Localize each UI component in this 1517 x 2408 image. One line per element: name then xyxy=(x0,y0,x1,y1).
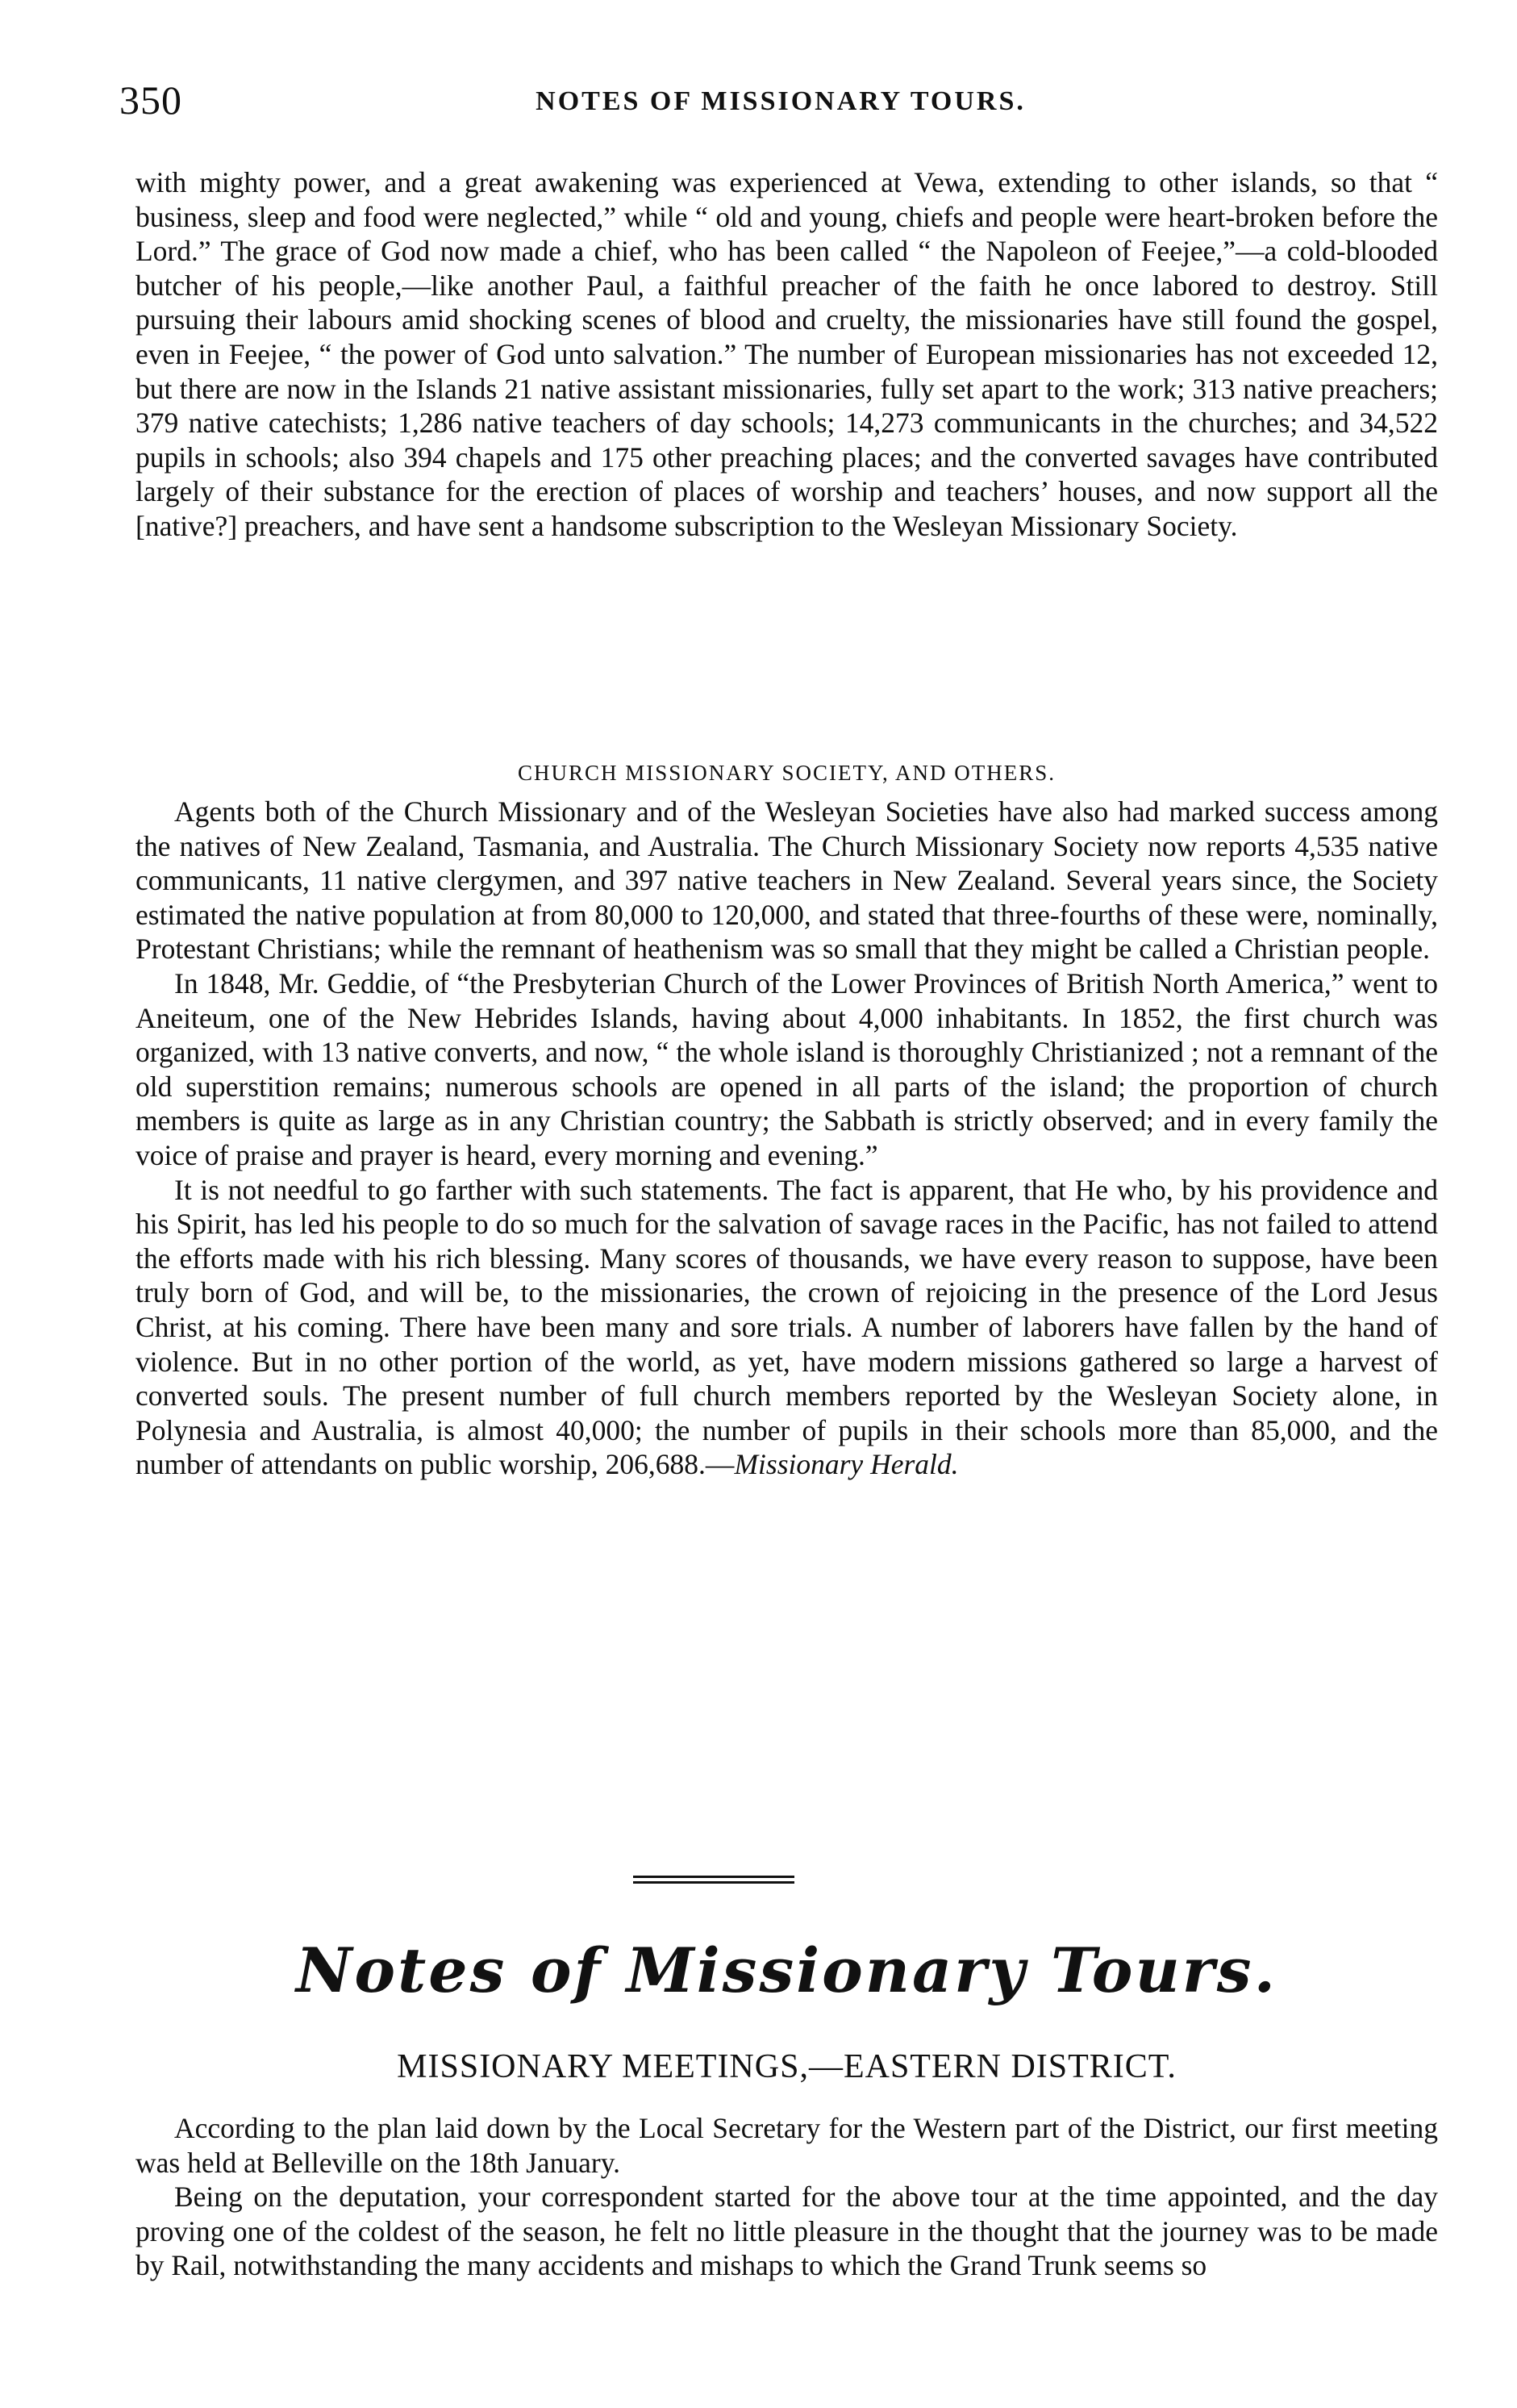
section-heading: MISSIONARY MEETINGS,—EASTERN DISTRICT. xyxy=(397,2048,1177,2085)
article-body-bottom xyxy=(135,2111,1438,2283)
conclusion-text: It is not needful to go farther with such statements. The fact is apparent, that He who, by his providence and his Spirit, has led his people to do so much for the salvation of savage races in the Pacific, has not failed to attend the efforts made with his rich blessing. Many scores of thousands, we have every reason to suppose, have been truly born of God, and will be, to the missionaries, the crown of rejoicing in the presence of the Lord Jesus Christ, at his coming. There have been many and sore trials. A number of laborers have fallen by the hand of violence. But in no other portion of the world, as yet, have modern missions gathered so large a harvest of converted souls. The present number of full church members reported by the Wesleyan Society alone, in Polynesia and Australia, is almost 40,000; the number of pupils in their schools more than 85,000, and the number of attendants on public worship, 206,688.— xyxy=(135,1173,1438,1481)
subheading-church-missionary: CHURCH MISSIONARY SOCIETY, AND OTHERS. xyxy=(517,761,1056,785)
page-number: 350 xyxy=(119,77,182,123)
paragraph-feejee: with mighty power, and a great awakening was experienced at Vewa, extending to other islands, so that “ business, sleep and food were neglected,” while “ old and young, chiefs and people were heart-broken before the Lord.” The grace of God now made a chief, who has been called “ the Napoleon of Feejee,”—a cold-blooded butcher of his people,—like another Paul, a faithful preacher of the faith he once labored to destroy. Still pursuing their labours amid shocking scenes of blood and cruelty, the missionaries have still found the gospel, even in Feejee, “ the power of God unto salvation.” The number of European missionaries has not exceeded 12, but there are now in the Islands 21 native assistant missionaries, fully set apart to the work; 313 native preachers; 379 native catechists; 1,286 native teachers of day schools; 14,273 communicants in the churches; and 34,522 pupils in schools; also 394 chapels and 175 other preaching places; and the converted savages have contributed largely of their substance for the erection of places of worship and teachers’ houses, and now support all the [native?] preachers, and have sent a handsome subscription to the Wesleyan Missionary Society. xyxy=(135,166,1438,542)
running-title: NOTES OF MISSIONARY TOURS. xyxy=(536,86,1026,116)
section-title: Notes of Missionary Tours. xyxy=(295,1934,1278,2006)
section-divider xyxy=(633,1876,794,1884)
page-header xyxy=(119,77,1442,125)
article-body-middle xyxy=(135,795,1438,1482)
paragraph-new-zealand: Agents both of the Church Missionary and of the Wesleyan Societies have also had marked success among the natives of New Zealand, Tasmania, and Australia. The Church Missionary Society now reports 4,535 native communicants, 11 native clergymen, and 397 native teachers in New Zealand. Several years since, the Society estimated the native population at from 80,000 to 120,000, and stated that three-fourths of these were, nominally, Protestant Christians; while the remnant of heathenism was so small that they might be called a Christian people. xyxy=(135,795,1438,966)
article-body-top xyxy=(135,165,1438,544)
paragraph-conclusion xyxy=(135,1173,1438,1482)
source-citation: Missionary Herald. xyxy=(734,1448,959,1481)
paragraph-aneiteum: In 1848, Mr. Geddie, of “the Presbyterian Church of the Lower Provinces of British North America,” went to Aneiteum, one of the New Hebrides Islands, having about 4,000 inhabitants. In 1852, the first church was organized, with 13 native converts, and now, “ the whole island is thoroughly Christianized ; not a remnant of the old superstition remains; numerous schools are opened in all parts of the island; the proportion of church members is quite as large as in any Christian country; the Sabbath is strictly observed; and in every family the voice of praise and prayer is heard, every morning and evening.” xyxy=(135,966,1438,1171)
divider-line-top xyxy=(633,1876,794,1878)
paragraph-deputation: Being on the deputation, your correspondent started for the above tour at the time appointed, and the day proving one of the coldest of the season, he felt no little pleasure in the thought that the journey was to be made by Rail, notwithstanding the many accidents and mishaps to which the Grand Trunk seems so xyxy=(135,2181,1438,2282)
divider-line-bottom xyxy=(633,1881,794,1884)
paragraph-belleville: According to the plan laid down by the Local Secretary for the Western part of the District, our first meeting was held at Belleville on the 18th January. xyxy=(135,2112,1438,2179)
